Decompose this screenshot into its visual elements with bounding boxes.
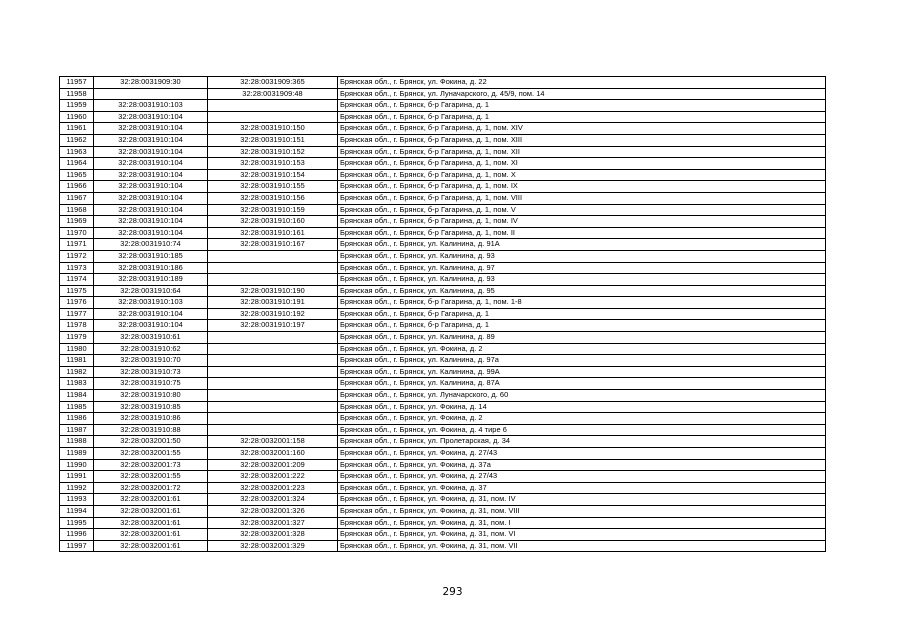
- table-row: [60, 494, 826, 506]
- table-row: [60, 355, 826, 367]
- row-number-cell: 11975: [60, 285, 94, 297]
- object-cadastral-number-cell: 32:28:0031910:159: [208, 204, 338, 216]
- parcel-cadastral-number-cell: 32:28:0031910:104: [94, 181, 208, 193]
- parcel-cadastral-number-cell: 32:28:0031910:70: [94, 355, 208, 367]
- row-number-cell: 11974: [60, 274, 94, 286]
- address-cell: Брянская обл., г. Брянск, б-р Гагарина, д. 1, пом. VIII: [338, 192, 826, 204]
- address-cell: Брянская обл., г. Брянск, ул. Луначарского, д. 45/9, пом. 14: [338, 88, 826, 100]
- parcel-cadastral-number-cell: 32:28:0031910:88: [94, 424, 208, 436]
- parcel-cadastral-number-cell: 32:28:0032001:55: [94, 471, 208, 483]
- object-cadastral-number-cell: 32:28:0032001:209: [208, 459, 338, 471]
- parcel-cadastral-number-cell: 32:28:0031910:86: [94, 413, 208, 425]
- table-row: [60, 123, 826, 135]
- parcel-cadastral-number-cell: 32:28:0032001:55: [94, 448, 208, 460]
- address-cell: Брянская обл., г. Брянск, ул. Калинина, д. 97: [338, 262, 826, 274]
- address-cell: Брянская обл., г. Брянск, ул. Фокина, д. 31, пом. IV: [338, 494, 826, 506]
- table-row: [60, 343, 826, 355]
- row-number-cell: 11993: [60, 494, 94, 506]
- parcel-cadastral-number-cell: 32:28:0032001:61: [94, 517, 208, 529]
- table-row: [60, 111, 826, 123]
- table-row: [60, 181, 826, 193]
- table-row: [60, 308, 826, 320]
- address-cell: Брянская обл., г. Брянск, б-р Гагарина, д. 1, пом. IX: [338, 181, 826, 193]
- row-number-cell: 11981: [60, 355, 94, 367]
- parcel-cadastral-number-cell: 32:28:0032001:61: [94, 529, 208, 541]
- table-row: [60, 262, 826, 274]
- parcel-cadastral-number-cell: 32:28:0031910:80: [94, 390, 208, 402]
- row-number-cell: 11996: [60, 529, 94, 541]
- table-row: [60, 320, 826, 332]
- row-number-cell: 11973: [60, 262, 94, 274]
- address-cell: Брянская обл., г. Брянск, ул. Фокина, д. 27/43: [338, 448, 826, 460]
- address-cell: Брянская обл., г. Брянск, б-р Гагарина, д. 1, пом. XI: [338, 158, 826, 170]
- object-cadastral-number-cell: [208, 401, 338, 413]
- address-cell: Брянская обл., г. Брянск, б-р Гагарина, д. 1, пом. IV: [338, 216, 826, 228]
- parcel-cadastral-number-cell: 32:28:0031910:104: [94, 146, 208, 158]
- table-row: [60, 274, 826, 286]
- object-cadastral-number-cell: 32:28:0032001:328: [208, 529, 338, 541]
- parcel-cadastral-number-cell: 32:28:0032001:50: [94, 436, 208, 448]
- row-number-cell: 11980: [60, 343, 94, 355]
- table-row: [60, 250, 826, 262]
- object-cadastral-number-cell: [208, 355, 338, 367]
- row-number-cell: 11965: [60, 169, 94, 181]
- address-cell: Брянская обл., г. Брянск, ул. Фокина, д. 14: [338, 401, 826, 413]
- table-row: [60, 401, 826, 413]
- object-cadastral-number-cell: 32:28:0031910:153: [208, 158, 338, 170]
- row-number-cell: 11978: [60, 320, 94, 332]
- row-number-cell: 11957: [60, 77, 94, 89]
- address-cell: Брянская обл., г. Брянск, ул. Фокина, д. 31, пом. VII: [338, 540, 826, 552]
- address-cell: Брянская обл., г. Брянск, ул. Фокина, д. 22: [338, 77, 826, 89]
- row-number-cell: 11985: [60, 401, 94, 413]
- address-cell: Брянская обл., г. Брянск, б-р Гагарина, д. 1, пом. XIII: [338, 134, 826, 146]
- object-cadastral-number-cell: [208, 390, 338, 402]
- row-number-cell: 11961: [60, 123, 94, 135]
- table-row: [60, 297, 826, 309]
- row-number-cell: 11967: [60, 192, 94, 204]
- address-cell: Брянская обл., г. Брянск, ул. Калинина, д. 93: [338, 274, 826, 286]
- row-number-cell: 11983: [60, 378, 94, 390]
- address-cell: Брянская обл., г. Брянск, б-р Гагарина, д. 1: [338, 308, 826, 320]
- parcel-cadastral-number-cell: [94, 88, 208, 100]
- table-row: [60, 424, 826, 436]
- address-cell: Брянская обл., г. Брянск, б-р Гагарина, д. 1, пом. V: [338, 204, 826, 216]
- address-cell: Брянская обл., г. Брянск, б-р Гагарина, д. 1, пом. X: [338, 169, 826, 181]
- table-row: [60, 413, 826, 425]
- table-row: [60, 459, 826, 471]
- table-row: [60, 378, 826, 390]
- address-cell: Брянская обл., г. Брянск, ул. Калинина, д. 89: [338, 332, 826, 344]
- object-cadastral-number-cell: [208, 366, 338, 378]
- parcel-cadastral-number-cell: 32:28:0031910:104: [94, 192, 208, 204]
- object-cadastral-number-cell: 32:28:0031910:197: [208, 320, 338, 332]
- object-cadastral-number-cell: 32:28:0031910:190: [208, 285, 338, 297]
- parcel-cadastral-number-cell: 32:28:0032001:72: [94, 482, 208, 494]
- address-cell: Брянская обл., г. Брянск, ул. Фокина, д. 37: [338, 482, 826, 494]
- parcel-cadastral-number-cell: 32:28:0031910:64: [94, 285, 208, 297]
- parcel-cadastral-number-cell: 32:28:0031910:104: [94, 227, 208, 239]
- object-cadastral-number-cell: [208, 332, 338, 344]
- row-number-cell: 11969: [60, 216, 94, 228]
- object-cadastral-number-cell: 32:28:0031910:167: [208, 239, 338, 251]
- object-cadastral-number-cell: 32:28:0031910:150: [208, 123, 338, 135]
- parcel-cadastral-number-cell: 32:28:0031910:62: [94, 343, 208, 355]
- table-row: [60, 285, 826, 297]
- parcel-cadastral-number-cell: 32:28:0031910:104: [94, 111, 208, 123]
- object-cadastral-number-cell: 32:28:0031910:156: [208, 192, 338, 204]
- address-cell: Брянская обл., г. Брянск, ул. Калинина, д. 87А: [338, 378, 826, 390]
- parcel-cadastral-number-cell: 32:28:0031910:104: [94, 308, 208, 320]
- object-cadastral-number-cell: 32:28:0031910:154: [208, 169, 338, 181]
- row-number-cell: 11982: [60, 366, 94, 378]
- object-cadastral-number-cell: 32:28:0031910:155: [208, 181, 338, 193]
- row-number-cell: 11989: [60, 448, 94, 460]
- row-number-cell: 11984: [60, 390, 94, 402]
- parcel-cadastral-number-cell: 32:28:0031910:104: [94, 123, 208, 135]
- table-row: [60, 390, 826, 402]
- address-cell: Брянская обл., г. Брянск, ул. Фокина, д. 2: [338, 343, 826, 355]
- object-cadastral-number-cell: [208, 343, 338, 355]
- table-row: [60, 517, 826, 529]
- page-number: 293: [442, 586, 463, 598]
- object-cadastral-number-cell: 32:28:0031910:151: [208, 134, 338, 146]
- parcel-cadastral-number-cell: 32:28:0032001:61: [94, 540, 208, 552]
- object-cadastral-number-cell: 32:28:0031910:152: [208, 146, 338, 158]
- object-cadastral-number-cell: 32:28:0032001:223: [208, 482, 338, 494]
- address-cell: Брянская обл., г. Брянск, ул. Фокина, д. 31, пом. I: [338, 517, 826, 529]
- object-cadastral-number-cell: 32:28:0031910:192: [208, 308, 338, 320]
- table-row: [60, 471, 826, 483]
- row-number-cell: 11972: [60, 250, 94, 262]
- row-number-cell: 11977: [60, 308, 94, 320]
- row-number-cell: 11997: [60, 540, 94, 552]
- object-cadastral-number-cell: [208, 111, 338, 123]
- address-cell: Брянская обл., г. Брянск, ул. Калинина, д. 91А: [338, 239, 826, 251]
- table-row: [60, 88, 826, 100]
- object-cadastral-number-cell: [208, 100, 338, 112]
- address-cell: Брянская обл., г. Брянск, ул. Калинина, д. 99А: [338, 366, 826, 378]
- row-number-cell: 11979: [60, 332, 94, 344]
- address-cell: Брянская обл., г. Брянск, б-р Гагарина, д. 1: [338, 320, 826, 332]
- table-row: [60, 192, 826, 204]
- row-number-cell: 11963: [60, 146, 94, 158]
- address-cell: Брянская обл., г. Брянск, ул. Фокина, д. 27/43: [338, 471, 826, 483]
- object-cadastral-number-cell: [208, 424, 338, 436]
- address-cell: Брянская обл., г. Брянск, ул. Фокина, д. 37а: [338, 459, 826, 471]
- row-number-cell: 11991: [60, 471, 94, 483]
- address-cell: Брянская обл., г. Брянск, ул. Калинина, д. 97а: [338, 355, 826, 367]
- parcel-cadastral-number-cell: 32:28:0032001:61: [94, 494, 208, 506]
- parcel-cadastral-number-cell: 32:28:0031910:104: [94, 320, 208, 332]
- row-number-cell: 11988: [60, 436, 94, 448]
- object-cadastral-number-cell: [208, 274, 338, 286]
- parcel-cadastral-number-cell: 32:28:0031910:104: [94, 169, 208, 181]
- parcel-cadastral-number-cell: 32:28:0031910:186: [94, 262, 208, 274]
- table-row: [60, 239, 826, 251]
- address-cell: Брянская обл., г. Брянск, б-р Гагарина, д. 1, пом. 1-8: [338, 297, 826, 309]
- parcel-cadastral-number-cell: 32:28:0031910:104: [94, 158, 208, 170]
- parcel-cadastral-number-cell: 32:28:0031910:74: [94, 239, 208, 251]
- address-cell: Брянская обл., г. Брянск, ул. Фокина, д. 31, пом. VIII: [338, 505, 826, 517]
- table-row: [60, 227, 826, 239]
- parcel-cadastral-number-cell: 32:28:0031910:104: [94, 134, 208, 146]
- table-row: [60, 436, 826, 448]
- address-cell: Брянская обл., г. Брянск, ул. Фокина, д. 31, пом. VI: [338, 529, 826, 541]
- parcel-cadastral-number-cell: 32:28:0031910:103: [94, 100, 208, 112]
- row-number-cell: 11992: [60, 482, 94, 494]
- address-cell: Брянская обл., г. Брянск, ул. Фокина, д. 2: [338, 413, 826, 425]
- row-number-cell: 11995: [60, 517, 94, 529]
- row-number-cell: 11968: [60, 204, 94, 216]
- row-number-cell: 11976: [60, 297, 94, 309]
- address-cell: Брянская обл., г. Брянск, б-р Гагарина, д. 1, пом. II: [338, 227, 826, 239]
- cadastral-registry-table: [59, 76, 826, 552]
- row-number-cell: 11962: [60, 134, 94, 146]
- parcel-cadastral-number-cell: 32:28:0031910:104: [94, 216, 208, 228]
- parcel-cadastral-number-cell: 32:28:0032001:73: [94, 459, 208, 471]
- row-number-cell: 11959: [60, 100, 94, 112]
- table-row: [60, 134, 826, 146]
- table-row: [60, 540, 826, 552]
- table-row: [60, 366, 826, 378]
- address-cell: Брянская обл., г. Брянск, б-р Гагарина, д. 1, пом. XIV: [338, 123, 826, 135]
- table-row: [60, 529, 826, 541]
- address-cell: Брянская обл., г. Брянск, б-р Гагарина, д. 1: [338, 111, 826, 123]
- row-number-cell: 11994: [60, 505, 94, 517]
- table-row: [60, 146, 826, 158]
- object-cadastral-number-cell: [208, 250, 338, 262]
- object-cadastral-number-cell: 32:28:0032001:160: [208, 448, 338, 460]
- object-cadastral-number-cell: 32:28:0031909:48: [208, 88, 338, 100]
- address-cell: Брянская обл., г. Брянск, ул. Луначарского, д. 60: [338, 390, 826, 402]
- address-cell: Брянская обл., г. Брянск, ул. Калинина, д. 95: [338, 285, 826, 297]
- parcel-cadastral-number-cell: 32:28:0031910:61: [94, 332, 208, 344]
- object-cadastral-number-cell: 32:28:0032001:329: [208, 540, 338, 552]
- parcel-cadastral-number-cell: 32:28:0031910:85: [94, 401, 208, 413]
- table-row: [60, 169, 826, 181]
- parcel-cadastral-number-cell: 32:28:0032001:61: [94, 505, 208, 517]
- address-cell: Брянская обл., г. Брянск, б-р Гагарина, д. 1, пом. XII: [338, 146, 826, 158]
- row-number-cell: 11987: [60, 424, 94, 436]
- table-row: [60, 204, 826, 216]
- address-cell: Брянская обл., г. Брянск, ул. Фокина, д. 4 тире 6: [338, 424, 826, 436]
- object-cadastral-number-cell: 32:28:0031909:365: [208, 77, 338, 89]
- parcel-cadastral-number-cell: 32:28:0031910:73: [94, 366, 208, 378]
- address-cell: Брянская обл., г. Брянск, б-р Гагарина, д. 1: [338, 100, 826, 112]
- parcel-cadastral-number-cell: 32:28:0031910:189: [94, 274, 208, 286]
- table-row: [60, 482, 826, 494]
- table-row: [60, 216, 826, 228]
- row-number-cell: 11971: [60, 239, 94, 251]
- address-cell: Брянская обл., г. Брянск, ул. Пролетарская, д. 34: [338, 436, 826, 448]
- table-row: [60, 100, 826, 112]
- parcel-cadastral-number-cell: 32:28:0031909:30: [94, 77, 208, 89]
- object-cadastral-number-cell: 32:28:0032001:324: [208, 494, 338, 506]
- parcel-cadastral-number-cell: 32:28:0031910:104: [94, 204, 208, 216]
- table-row: [60, 505, 826, 517]
- registry-table-body: [60, 77, 826, 552]
- object-cadastral-number-cell: 32:28:0032001:158: [208, 436, 338, 448]
- object-cadastral-number-cell: 32:28:0031910:191: [208, 297, 338, 309]
- object-cadastral-number-cell: [208, 262, 338, 274]
- row-number-cell: 11990: [60, 459, 94, 471]
- parcel-cadastral-number-cell: 32:28:0031910:185: [94, 250, 208, 262]
- row-number-cell: 11966: [60, 181, 94, 193]
- row-number-cell: 11970: [60, 227, 94, 239]
- row-number-cell: 11964: [60, 158, 94, 170]
- table-row: [60, 77, 826, 89]
- parcel-cadastral-number-cell: 32:28:0031910:103: [94, 297, 208, 309]
- row-number-cell: 11960: [60, 111, 94, 123]
- object-cadastral-number-cell: 32:28:0032001:327: [208, 517, 338, 529]
- object-cadastral-number-cell: 32:28:0032001:326: [208, 505, 338, 517]
- row-number-cell: 11986: [60, 413, 94, 425]
- object-cadastral-number-cell: 32:28:0031910:160: [208, 216, 338, 228]
- table-row: [60, 158, 826, 170]
- object-cadastral-number-cell: [208, 413, 338, 425]
- address-cell: Брянская обл., г. Брянск, ул. Калинина, д. 93: [338, 250, 826, 262]
- object-cadastral-number-cell: 32:28:0031910:161: [208, 227, 338, 239]
- row-number-cell: 11958: [60, 88, 94, 100]
- table-row: [60, 448, 826, 460]
- object-cadastral-number-cell: 32:28:0032001:222: [208, 471, 338, 483]
- parcel-cadastral-number-cell: 32:28:0031910:75: [94, 378, 208, 390]
- table-row: [60, 332, 826, 344]
- object-cadastral-number-cell: [208, 378, 338, 390]
